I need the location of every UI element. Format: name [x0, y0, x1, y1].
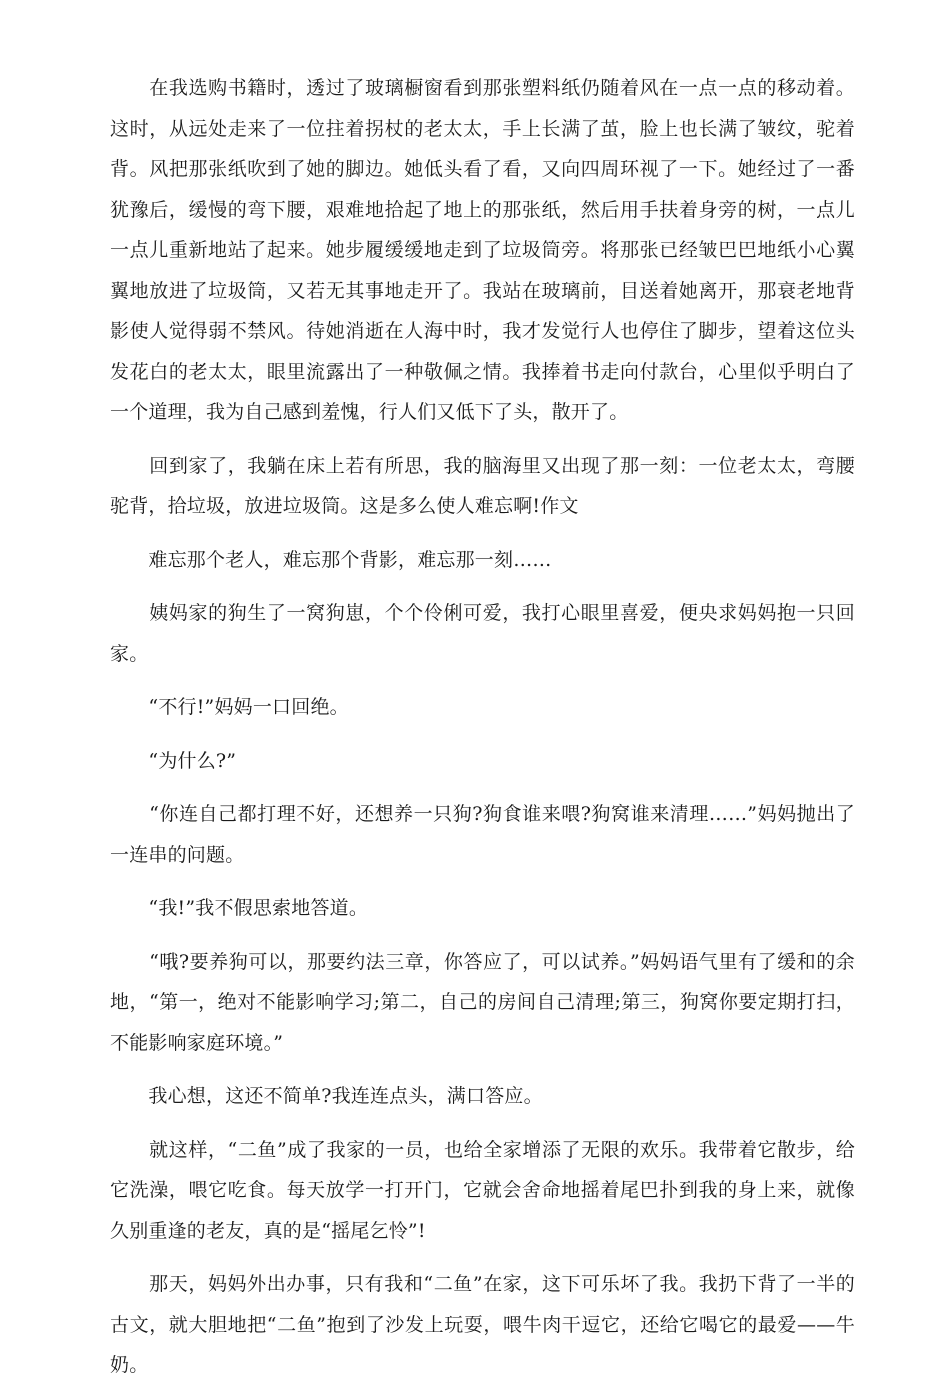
paragraph-old-lady-story: 在我选购书籍时，透过了玻璃橱窗看到那张塑料纸仍随着风在一点一点的移动着。这时，从远处走来了一位拄着拐杖的老太太，手上长满了茧，脸上也长满了皱纹，驼着背。风把那张纸吹到了她的脚边。她低头看了看，又向四周环视了一下。她经过了一番犹豫后，缓慢的弯下腰，艰难地拾起了地上的那张纸，然后用手扶着身旁的树，一点儿一点儿重新地站了起来。她步履缓缓地走到了垃圾筒旁。将那张已经皱巴巴地纸小心翼翼地放进了垃圾筒，又若无其事地走开了。我站在玻璃前，目送着她离开，那衰老地背影使人觉得弱不禁风。待她消逝在人海中时，我才发觉行人也停住了脚步，望着这位头发花白的老太太，眼里流露出了一种敬佩之情。我捧着书走向付款台，心里似乎明白了一个道理，我为自己感到羞愧，行人们又低下了头，散开了。 [110, 77, 855, 423]
paragraph-mom-refuses: “不行!”妈妈一口回绝。 [110, 696, 349, 718]
document-page [110, 68, 855, 1399]
paragraph-puppies: 姨妈家的狗生了一窝狗崽，个个伶俐可爱，我打心眼里喜爱，便央求妈妈抱一只回家。 [110, 602, 855, 665]
paragraph-back-home: 回到家了，我躺在床上若有所思，我的脑海里又出现了那一刻：一位老太太，弯腰驼背，拾垃圾，放进垃圾筒。这是多么使人难忘啊!作文 [110, 454, 855, 517]
paragraph-three-rules: “哦?要养狗可以，那要约法三章，你答应了，可以试养。”妈妈语气里有了缓和的余地，“第一，绝对不能影响学习;第二，自己的房间自己清理;第三，狗窝你要定期打扫，不能影响家庭环境。” [110, 950, 855, 1054]
paragraph-that-day: 那天，妈妈外出办事，只有我和“二鱼”在家，这下可乐坏了我。我扔下背了一半的古文，就大胆地把“二鱼”抱到了沙发上玩耍，喂牛肉干逗它，还给它喝它的最爱——牛奶。 [110, 1273, 855, 1376]
paragraph-mom-questions: “你连自己都打理不好，还想养一只狗?狗食谁来喂?狗窝谁来清理……”妈妈抛出了一连串的问题。 [110, 803, 855, 866]
paragraph-unforgettable: 难忘那个老人，难忘那个背影，难忘那一刻…… [110, 548, 552, 571]
paragraph-eryu-joins: 就这样，“二鱼”成了我家的一员，也给全家增添了无限的欢乐。我带着它散步，给它洗澡，喂它吃食。每天放学一打开门，它就会舍命地摇着尾巴扑到我的身上来，就像久别重逢的老友，真的是“摇尾乞怜”! [110, 1138, 855, 1242]
paragraph-why: “为什么?” [110, 749, 237, 772]
paragraph-agree: 我心想，这还不简单?我连连点头，满口答应。 [110, 1085, 543, 1107]
paragraph-me-answer: “我!”我不假思索地答道。 [110, 897, 369, 919]
